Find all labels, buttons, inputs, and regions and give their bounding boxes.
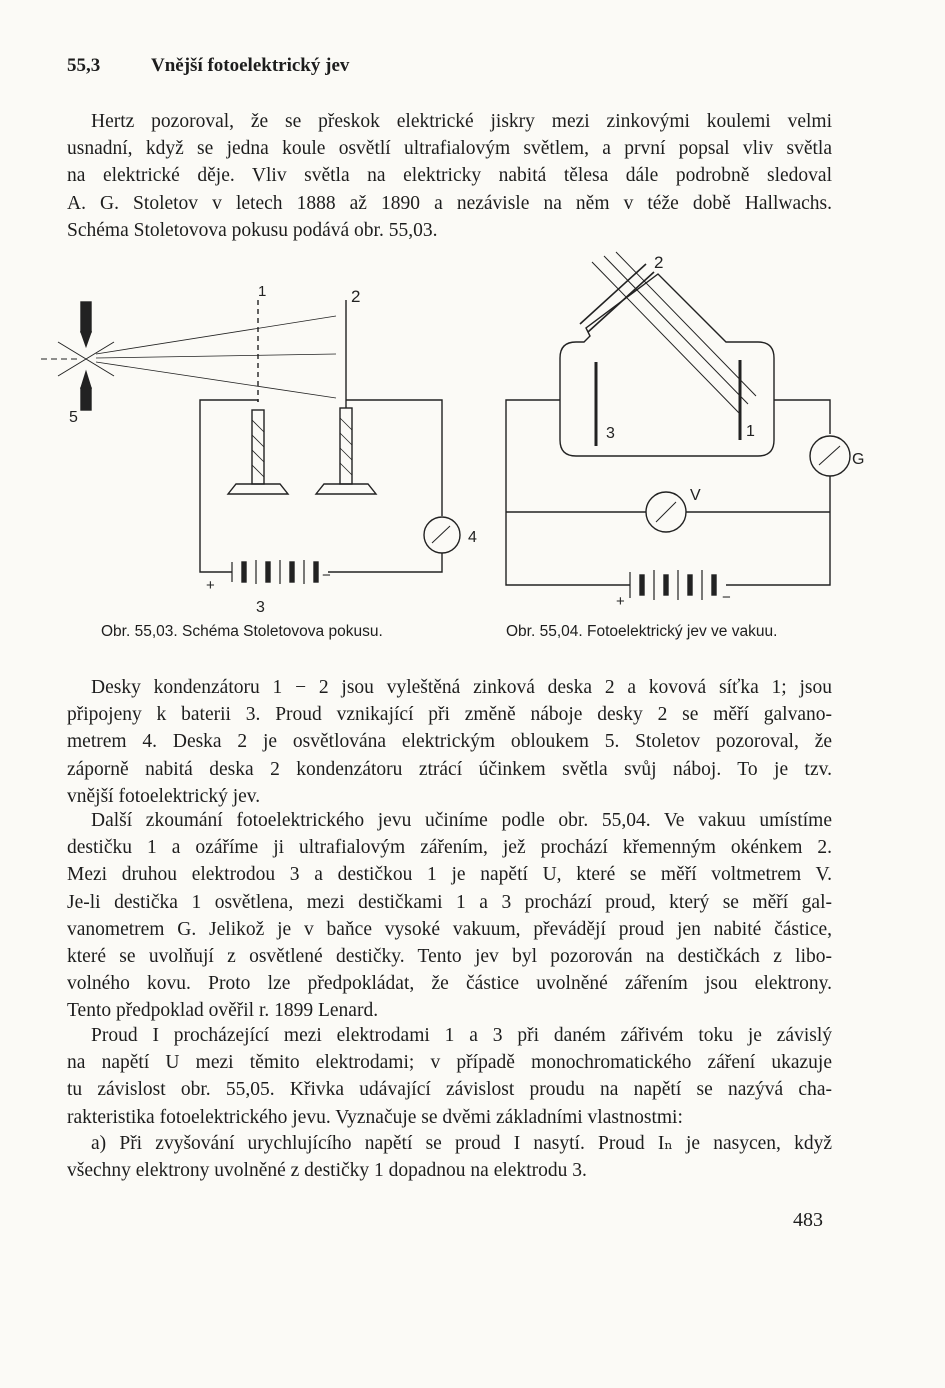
label-mesh: 1 — [258, 283, 267, 300]
text-line: Je-li destička 1 osvětlena, mezi destičkami 1 a 3 prochází proud, který se měří gal- — [67, 891, 832, 913]
section-number: 55,3 — [67, 55, 101, 76]
text-line: které se uvolňují z osvětlené destičky. Tento jev byl pozorován na destičkách z libo- — [67, 946, 832, 968]
paragraph-characteristic — [67, 1022, 832, 1131]
label-minus: − — [322, 567, 331, 584]
text-line: volného kovu. Proto lze předpokládat, že částice uvolněné zářením jsou elektrony. — [67, 973, 832, 995]
label-arc: 5 — [69, 409, 78, 426]
text-line: na elektrické děje. Vliv světla na elektricky nabitá tělesa dále podrobně sledoval — [67, 165, 832, 187]
text-line: Schéma Stoletovova pokusu podává obr. 55,03. — [67, 219, 438, 241]
paragraph-stoletov — [67, 674, 832, 810]
galvanometer-4 — [424, 517, 460, 553]
section-title: Vnější fotoelektrický jev — [151, 55, 350, 76]
stoletov-diagram — [36, 280, 496, 625]
text-line: Další zkoumání fotoelektrického jevu učiníme podle obr. 55,04. Ve vakuu umístíme — [91, 810, 832, 831]
base-mesh — [228, 484, 288, 494]
text-line: a) Při zvyšování urychlujícího napětí se proud I nasytí. Proud Iₙ je nasycen, když — [91, 1133, 832, 1154]
figure-stoletov — [36, 280, 496, 630]
label-plate: 2 — [351, 287, 361, 306]
arc-electrode-top — [81, 302, 91, 332]
light-ray — [96, 316, 336, 354]
text-line: vanometrem G. Jelikož je v baňce vysoké vakuum, převádějí proud jen nabité částice, — [67, 918, 832, 940]
page-number: 483 — [793, 1209, 823, 1231]
base-plate — [316, 484, 376, 494]
text-line: Mezi druhou elektrodou 3 a destičkou 1 je napětí U, které se měří voltmetrem V. — [67, 864, 832, 886]
text-line: metrem 4. Deska 2 je osvětlována elektrickým obloukem 5. Stoletov pozoroval, že — [67, 731, 832, 753]
label-voltmeter: V — [690, 487, 701, 504]
caption-fig-55-03: Obr. 55,03. Schéma Stoletovova pokusu. — [101, 623, 383, 640]
caption-fig-55-04: Obr. 55,04. Fotoelektrický jev ve vakuu. — [506, 623, 778, 640]
galvanometer-G — [810, 436, 850, 476]
uv-ray — [592, 262, 740, 414]
paragraph-saturation — [67, 1130, 832, 1184]
label-galvanometer: G — [852, 451, 865, 468]
label-battery: 3 — [256, 599, 265, 616]
label-galvanometer: 4 — [468, 529, 477, 546]
wire-bottom — [726, 476, 830, 585]
text-line: Proud I procházející mezi elektrodami 1 a 3 při daném zářivém toku je závislý — [91, 1025, 832, 1046]
text-line: destičku 1 a ozáříme ji ultrafialovým zářením, jež prochází křemenným okénkem 2. — [67, 837, 832, 859]
vacuum-tube — [560, 274, 774, 456]
label-window: 2 — [654, 253, 664, 272]
paragraph-vacuum — [67, 807, 832, 1025]
wire-right — [774, 400, 830, 434]
text-line: tu závislost obr. 55,05. Křivka udávající závislost proudu na napětí se nazývá cha- — [67, 1079, 832, 1101]
wire-right — [346, 400, 442, 516]
arc-tip-bottom — [81, 372, 91, 388]
text-line: usnadní, když se jedna koule osvětlí ultrafialovým světlem, a první popsal vliv světla — [67, 138, 832, 160]
label-plus: + — [206, 577, 215, 594]
text-line: rakteristika fotoelektrického jevu. Vyznačuje se dvěmi základními vlastnostmi: — [67, 1106, 683, 1128]
figure-vacuum-photocell — [490, 250, 890, 620]
label-minus: − — [722, 589, 731, 606]
section-heading — [67, 55, 349, 77]
label-plus: + — [616, 593, 625, 610]
text-line: na napětí U mezi těmito elektrodami; v případě monochromatického záření ukazuje — [67, 1052, 832, 1074]
label-plate: 1 — [746, 423, 755, 440]
text-line: Tento předpoklad ověřil r. 1899 Lenard. — [67, 1000, 379, 1022]
light-ray — [96, 362, 336, 398]
text-line: A. G. Stoletov v letech 1888 až 1890 a nezávisle na něm v téže době Hallwachs. — [67, 192, 832, 214]
light-ray — [96, 354, 336, 358]
text-line: vnější fotoelektrický jev. — [67, 785, 261, 807]
text-line: všechny elektrony uvolněné z destičky 1 dopadnou na elektrodu 3. — [67, 1160, 587, 1182]
text-line: Hertz pozoroval, že se přeskok elektrické jiskry mezi zinkovými koulemi velmi — [91, 111, 832, 132]
label-electrode: 3 — [606, 425, 615, 442]
wire-bottom — [328, 553, 442, 572]
support-mesh — [252, 410, 264, 484]
text-line: záporně nabitá deska 2 kondenzátoru ztrácí účinkem světla svůj náboj. To je tzv. — [67, 758, 832, 780]
arc-tip-top — [81, 332, 91, 346]
wire-left — [200, 400, 258, 572]
paragraph-intro — [67, 108, 832, 244]
vacuum-diagram — [490, 250, 890, 615]
text-line: Desky kondenzátoru 1 − 2 jsou vyleštěná zinková deska 2 a kovová síťka 1; jsou — [91, 677, 832, 698]
arc-electrode-bottom — [81, 388, 91, 410]
text-line: připojeny k baterii 3. Proud vznikající při změně náboje desky 2 se měří galvano- — [67, 704, 832, 726]
